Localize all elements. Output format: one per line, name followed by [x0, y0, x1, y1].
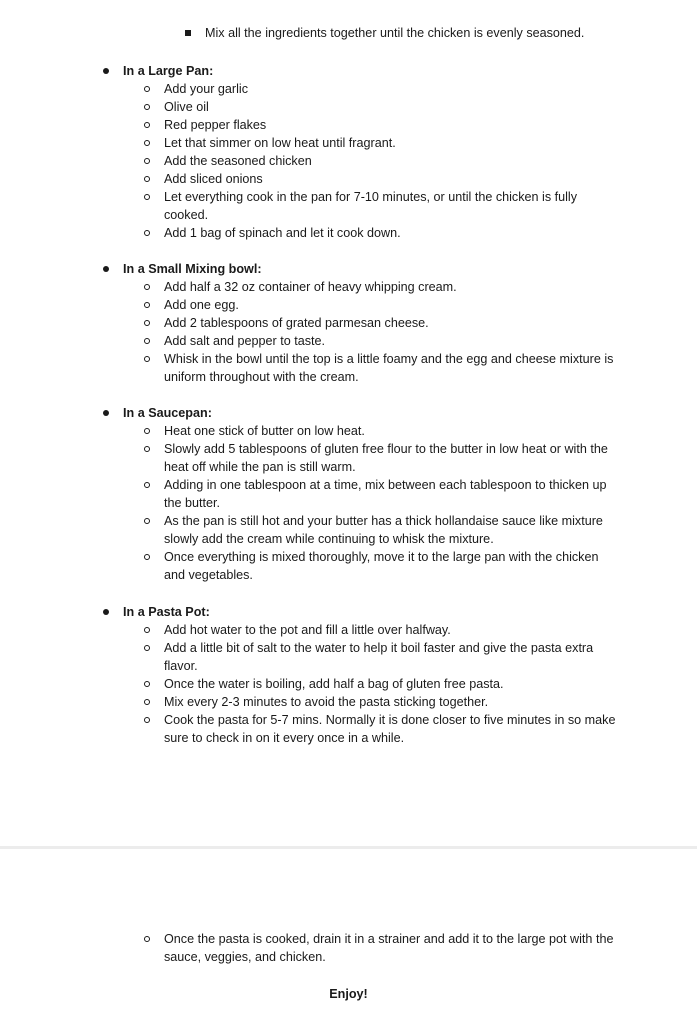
section-heading-text: In a Saucepan:	[123, 406, 212, 420]
document-page-2	[0, 849, 697, 1024]
list-item	[103, 116, 619, 134]
circle-bullet-icon	[144, 518, 150, 524]
section-heading-text: In a Small Mixing bowl:	[123, 262, 262, 276]
list-item-text: Red pepper flakes	[164, 118, 267, 132]
step-list	[103, 80, 663, 242]
bullet-icon	[103, 266, 109, 272]
list-item-text: Add 1 bag of spinach and let it cook down.	[164, 226, 401, 240]
circle-bullet-icon	[144, 554, 150, 560]
circle-bullet-icon	[144, 338, 150, 344]
list-item	[103, 639, 619, 675]
list-item	[103, 422, 619, 440]
circle-bullet-icon	[144, 194, 150, 200]
list-item	[103, 476, 619, 512]
circle-bullet-icon	[144, 717, 150, 723]
list-item-text: Once the water is boiling, add half a bag of gluten free pasta.	[164, 677, 504, 691]
circle-bullet-icon	[144, 284, 150, 290]
list-item-text: Once the pasta is cooked, drain it in a strainer and add it to the large pot with the sauce, veggies, and chicken.	[164, 932, 614, 964]
list-item-text: Add half a 32 oz container of heavy whipping cream.	[164, 280, 457, 294]
section-saucepan	[103, 404, 663, 584]
list-item	[103, 170, 619, 188]
section-heading-text: In a Pasta Pot:	[123, 605, 210, 619]
circle-bullet-icon	[144, 86, 150, 92]
list-item-text: Add the seasoned chicken	[164, 154, 312, 168]
circle-bullet-icon	[144, 428, 150, 434]
list-item-text: Mix every 2-3 minutes to avoid the pasta sticking together.	[164, 695, 489, 709]
section-heading	[103, 62, 663, 80]
closing-text: Enjoy!	[329, 987, 368, 1001]
circle-bullet-icon	[144, 158, 150, 164]
list-item	[103, 314, 619, 332]
section-small-mixing-bowl	[103, 260, 663, 386]
bullet-icon	[103, 609, 109, 615]
circle-bullet-icon	[144, 104, 150, 110]
list-item	[103, 693, 619, 711]
list-item	[103, 548, 619, 584]
circle-bullet-icon	[144, 230, 150, 236]
list-item-text: Once everything is mixed thoroughly, move it to the large pan with the chicken and vegetables.	[164, 550, 599, 582]
circle-bullet-icon	[144, 176, 150, 182]
list-item-text: Add your garlic	[164, 82, 248, 96]
section-heading	[103, 404, 663, 422]
bullet-icon	[103, 68, 109, 74]
section-heading	[103, 603, 663, 621]
list-item-text: Whisk in the bowl until the top is a little foamy and the egg and cheese mixture is uniform throughout with the cream.	[164, 352, 614, 384]
list-item	[103, 152, 619, 170]
list-item-text: Slowly add 5 tablespoons of gluten free flour to the butter in low heat or with the heat off while the pan is still warm.	[164, 442, 608, 474]
circle-bullet-icon	[144, 356, 150, 362]
circle-bullet-icon	[144, 699, 150, 705]
circle-bullet-icon	[144, 446, 150, 452]
section-heading-text: In a Large Pan:	[123, 64, 214, 78]
list-item-text: Add one egg.	[164, 298, 239, 312]
section-pasta-pot	[103, 603, 663, 747]
list-item	[103, 711, 619, 747]
list-item-text: As the pan is still hot and your butter has a thick hollandaise sauce like mixture slowly add the cream while continuing to whisk the mixture.	[164, 514, 603, 546]
list-item-text: Add hot water to the pot and fill a little over halfway.	[164, 623, 451, 637]
circle-bullet-icon	[144, 936, 150, 942]
list-item-text: Add salt and pepper to taste.	[164, 334, 326, 348]
list-item	[103, 188, 619, 224]
list-item-text: Adding in one tablespoon at a time, mix between each tablespoon to thicken up the butter.	[164, 478, 607, 510]
circle-bullet-icon	[144, 627, 150, 633]
list-item-text: Let everything cook in the pan for 7-10 minutes, or until the chicken is fully cooked.	[164, 190, 578, 222]
list-item	[103, 98, 619, 116]
list-item-text: Olive oil	[164, 100, 209, 114]
step-list	[103, 422, 663, 584]
list-item	[103, 512, 619, 548]
circle-bullet-icon	[144, 302, 150, 308]
list-item	[103, 440, 619, 476]
step-list	[103, 278, 663, 386]
list-item-text: Cook the pasta for 5-7 mins. Normally it is done closer to five minutes in so make sure to check in on it every once in a while.	[164, 713, 616, 745]
list-item	[103, 296, 619, 314]
list-item-text: Heat one stick of butter on low heat.	[164, 424, 365, 438]
list-item	[103, 278, 619, 296]
list-item	[103, 80, 619, 98]
circle-bullet-icon	[144, 482, 150, 488]
circle-bullet-icon	[144, 122, 150, 128]
section-large-pan	[103, 62, 663, 242]
list-item-text: Add a little bit of salt to the water to help it boil faster and give the pasta extra flavor.	[164, 641, 594, 673]
list-item	[144, 930, 634, 966]
list-item	[103, 134, 619, 152]
list-item-text: Add 2 tablespoons of grated parmesan cheese.	[164, 316, 429, 330]
list-item-square	[185, 24, 605, 42]
step-list	[103, 621, 663, 747]
list-item	[103, 224, 619, 242]
list-item-text: Add sliced onions	[164, 172, 263, 186]
list-item	[103, 350, 619, 386]
list-item	[103, 332, 619, 350]
circle-bullet-icon	[144, 681, 150, 687]
list-item	[103, 675, 619, 693]
circle-bullet-icon	[144, 140, 150, 146]
circle-bullet-icon	[144, 320, 150, 326]
section-heading	[103, 260, 663, 278]
bullet-icon	[103, 410, 109, 416]
list-item-text: Mix all the ingredients together until the chicken is evenly seasoned.	[205, 26, 585, 40]
circle-bullet-icon	[144, 645, 150, 651]
list-item	[103, 621, 619, 639]
list-item-text: Let that simmer on low heat until fragrant.	[164, 136, 396, 150]
square-bullet-icon	[185, 30, 191, 36]
